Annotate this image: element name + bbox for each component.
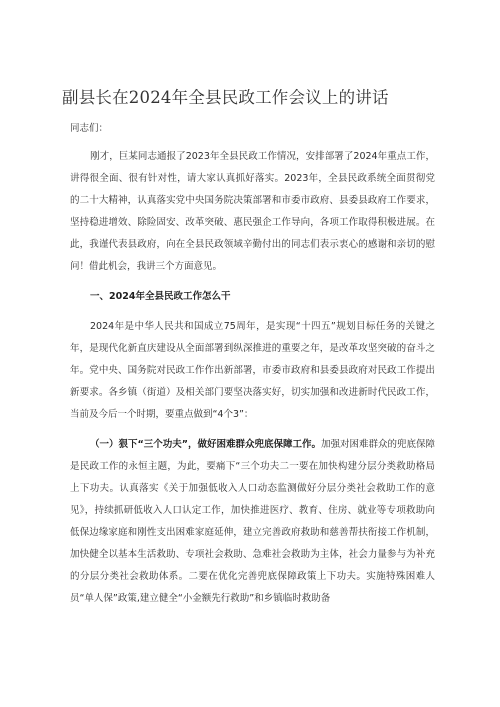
paragraph-subsection-1-text: 加强对困难群众的兜底保障是民政工作的永恒主题，为此，要痛下“三个功夫二一要在加快构建分层分类救助格局上下功夫。认真落实《关于加强低收入人口动态监测做好分层分类社会救助工作的意见》，持续抓研低收入人口认定工作，加快推进医疗、教育、住房、就业等专项救助向低保边缘家庭和刚性支出困难家庭延伸，建立完善政府救助和慈善帮扶衔接工作机制，加快健全以基本生活救助、专项社会救助、急难社会救助为主体，社会力量参与为补充的分层分类社会救助体系。二要在优化完善兜底保障政策上下功夫。实施特殊困难人员“单人保”政策,建立健全“小金额先行救助”和乡镇临时救助备 bbox=[70, 439, 436, 604]
paragraph-subsection-1 bbox=[70, 434, 435, 610]
paragraph-intro bbox=[70, 146, 435, 278]
section-heading-1: 一、2024年全县民政工作怎么干 bbox=[90, 291, 231, 302]
paragraph-section-1-text: 2024年是中华人民共和国成立75周年，是实现“十四五”规划目标任务的关键之年，是现代化新直庆建设从全面部署到纵深推进的重要之年，是改革攻坚突破的奋斗之年。党中央、国务院对民政工作作出新部署，市委市政府和县委县政府对民政工作提出新要求。各乡镇（街道）及相关部门要坚决落实好，切实加强和改进新时代民政工作，当前及今后一个时期，要重点做到“4个3”： bbox=[70, 321, 435, 420]
document-title: 副县长在2024年全县民政工作会议上的讲话 bbox=[62, 88, 389, 107]
subsection-heading-1: （一）狠下“三个功夫”，做好困难群众兜底保障工作。 bbox=[90, 439, 321, 450]
salutation: 同志们： bbox=[70, 123, 109, 134]
paragraph-intro-text: 刚才，巨某同志通报了2023年全县民政工作情况，安排部署了2024年重点工作，讲得很全面、很有针对性，请大家认真抓好落实。2023年，全县民政系统全面贯彻党的二十大精神，认真落实党中央国务院决策部署和市委市政府、县委县政府工作要求，坚持稳进增效、除险固安、改革突破、惠民强企工作导向，各项工作取得积极进展。在此，我谨代表县政府，向在全县民政领域辛勤付出的同志们表示衷心的感谢和亲切的慰问！借此机会，我讲三个方面意见。 bbox=[70, 151, 435, 272]
paragraph-section-1 bbox=[70, 316, 435, 426]
